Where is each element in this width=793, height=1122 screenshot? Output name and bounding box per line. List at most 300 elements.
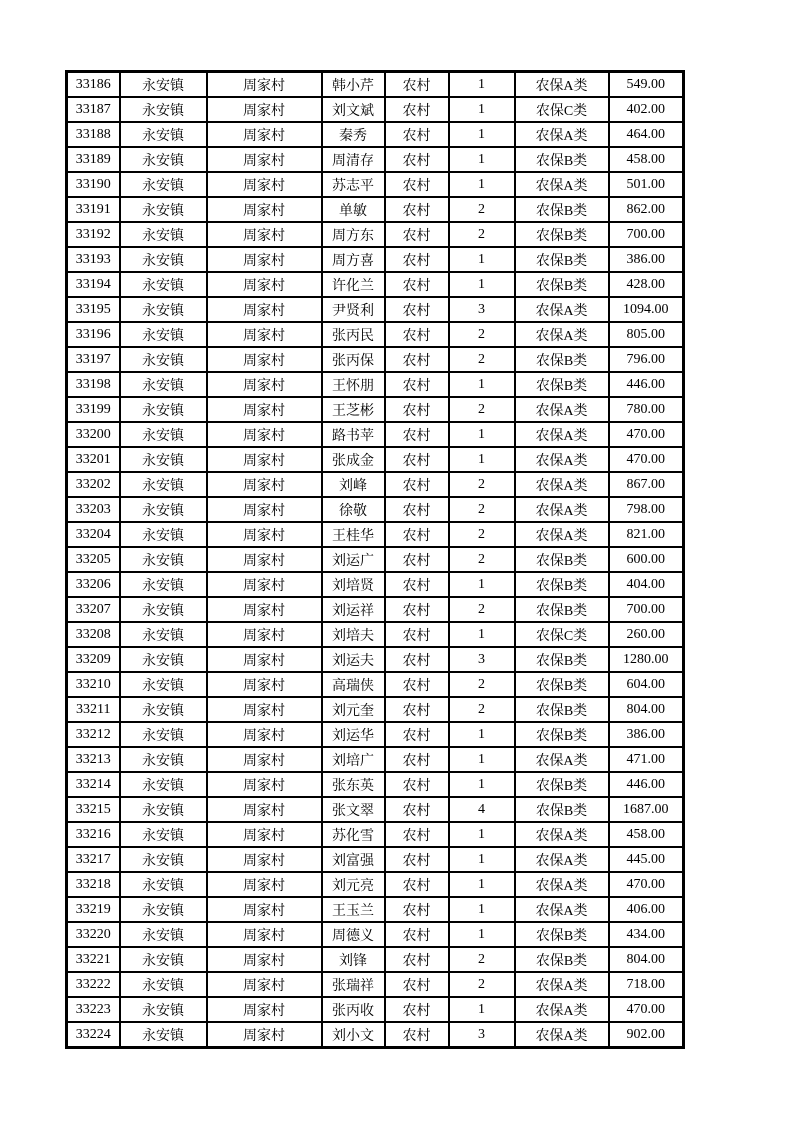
- cell-category: 农村: [385, 422, 449, 447]
- cell-insurance-class: 农保B类: [515, 222, 609, 247]
- table-row: [67, 772, 684, 797]
- cell-record-id: 33193: [67, 247, 120, 272]
- cell-insurance-class: 农保B类: [515, 672, 609, 697]
- cell-record-id: 33223: [67, 997, 120, 1022]
- cell-person-name: 秦秀: [322, 122, 385, 147]
- cell-record-id: 33222: [67, 972, 120, 997]
- table-row: [67, 847, 684, 872]
- cell-person-name: 周方东: [322, 222, 385, 247]
- cell-person-name: 张成金: [322, 447, 385, 472]
- cell-village: 周家村: [207, 472, 322, 497]
- cell-person-count: 2: [449, 497, 515, 522]
- table-row: [67, 672, 684, 697]
- cell-insurance-class: 农保B类: [515, 372, 609, 397]
- cell-person-name: 周清存: [322, 147, 385, 172]
- cell-village: 周家村: [207, 172, 322, 197]
- cell-record-id: 33195: [67, 297, 120, 322]
- cell-record-id: 33214: [67, 772, 120, 797]
- cell-person-name: 周德义: [322, 922, 385, 947]
- cell-person-name: 张东英: [322, 772, 385, 797]
- cell-village: 周家村: [207, 997, 322, 1022]
- cell-person-count: 1: [449, 122, 515, 147]
- cell-category: 农村: [385, 197, 449, 222]
- cell-town: 永安镇: [120, 1022, 207, 1048]
- cell-person-name: 刘运夫: [322, 647, 385, 672]
- cell-town: 永安镇: [120, 672, 207, 697]
- cell-village: 周家村: [207, 347, 322, 372]
- cell-person-count: 3: [449, 1022, 515, 1048]
- cell-village: 周家村: [207, 672, 322, 697]
- cell-insurance-class: 农保B类: [515, 572, 609, 597]
- cell-town: 永安镇: [120, 472, 207, 497]
- cell-village: 周家村: [207, 647, 322, 672]
- cell-insurance-class: 农保B类: [515, 347, 609, 372]
- cell-amount: 260.00: [609, 622, 684, 647]
- cell-insurance-class: 农保B类: [515, 272, 609, 297]
- cell-insurance-class: 农保A类: [515, 72, 609, 98]
- cell-insurance-class: 农保B类: [515, 772, 609, 797]
- cell-record-id: 33208: [67, 622, 120, 647]
- cell-town: 永安镇: [120, 497, 207, 522]
- data-table: [65, 70, 685, 1049]
- cell-village: 周家村: [207, 72, 322, 98]
- table-row: [67, 472, 684, 497]
- cell-person-name: 刘培夫: [322, 622, 385, 647]
- cell-person-count: 1: [449, 147, 515, 172]
- cell-insurance-class: 农保A类: [515, 822, 609, 847]
- cell-person-name: 刘小文: [322, 1022, 385, 1048]
- cell-person-name: 单敏: [322, 197, 385, 222]
- cell-village: 周家村: [207, 897, 322, 922]
- cell-person-name: 张瑞祥: [322, 972, 385, 997]
- cell-village: 周家村: [207, 972, 322, 997]
- cell-insurance-class: 农保B类: [515, 547, 609, 572]
- cell-person-name: 刘元亮: [322, 872, 385, 897]
- cell-town: 永安镇: [120, 997, 207, 1022]
- cell-insurance-class: 农保A类: [515, 397, 609, 422]
- table-row: [67, 172, 684, 197]
- cell-record-id: 33194: [67, 272, 120, 297]
- cell-record-id: 33215: [67, 797, 120, 822]
- cell-record-id: 33207: [67, 597, 120, 622]
- cell-person-name: 刘富强: [322, 847, 385, 872]
- cell-town: 永安镇: [120, 972, 207, 997]
- cell-person-count: 1: [449, 747, 515, 772]
- cell-town: 永安镇: [120, 272, 207, 297]
- cell-village: 周家村: [207, 572, 322, 597]
- table-row: [67, 322, 684, 347]
- cell-category: 农村: [385, 1022, 449, 1048]
- cell-insurance-class: 农保A类: [515, 522, 609, 547]
- cell-category: 农村: [385, 822, 449, 847]
- cell-town: 永安镇: [120, 72, 207, 98]
- cell-person-count: 1: [449, 72, 515, 98]
- cell-amount: 604.00: [609, 672, 684, 697]
- cell-record-id: 33201: [67, 447, 120, 472]
- cell-record-id: 33212: [67, 722, 120, 747]
- cell-insurance-class: 农保B类: [515, 647, 609, 672]
- cell-amount: 446.00: [609, 772, 684, 797]
- cell-amount: 470.00: [609, 447, 684, 472]
- cell-amount: 700.00: [609, 222, 684, 247]
- cell-person-name: 徐敬: [322, 497, 385, 522]
- table-row: [67, 297, 684, 322]
- cell-category: 农村: [385, 847, 449, 872]
- cell-person-name: 路书苹: [322, 422, 385, 447]
- table-row: [67, 747, 684, 772]
- cell-record-id: 33216: [67, 822, 120, 847]
- cell-amount: 805.00: [609, 322, 684, 347]
- cell-amount: 700.00: [609, 597, 684, 622]
- cell-town: 永安镇: [120, 447, 207, 472]
- cell-town: 永安镇: [120, 847, 207, 872]
- cell-category: 农村: [385, 472, 449, 497]
- cell-category: 农村: [385, 447, 449, 472]
- cell-person-count: 2: [449, 547, 515, 572]
- cell-town: 永安镇: [120, 922, 207, 947]
- cell-town: 永安镇: [120, 647, 207, 672]
- cell-category: 农村: [385, 172, 449, 197]
- cell-person-count: 1: [449, 897, 515, 922]
- cell-village: 周家村: [207, 847, 322, 872]
- cell-town: 永安镇: [120, 372, 207, 397]
- cell-person-name: 刘培广: [322, 747, 385, 772]
- cell-record-id: 33221: [67, 947, 120, 972]
- cell-village: 周家村: [207, 772, 322, 797]
- cell-insurance-class: 农保A类: [515, 497, 609, 522]
- table-row: [67, 122, 684, 147]
- table-row: [67, 572, 684, 597]
- cell-person-name: 周方喜: [322, 247, 385, 272]
- cell-person-name: 王桂华: [322, 522, 385, 547]
- table-row: [67, 347, 684, 372]
- cell-category: 农村: [385, 272, 449, 297]
- table-row: [67, 797, 684, 822]
- cell-insurance-class: 农保A类: [515, 972, 609, 997]
- cell-insurance-class: 农保B类: [515, 247, 609, 272]
- cell-village: 周家村: [207, 97, 322, 122]
- table-row: [67, 372, 684, 397]
- cell-village: 周家村: [207, 222, 322, 247]
- table-row: [67, 222, 684, 247]
- cell-record-id: 33202: [67, 472, 120, 497]
- cell-town: 永安镇: [120, 122, 207, 147]
- cell-person-count: 1: [449, 172, 515, 197]
- cell-category: 农村: [385, 747, 449, 772]
- table-row: [67, 397, 684, 422]
- cell-person-count: 1: [449, 997, 515, 1022]
- cell-amount: 434.00: [609, 922, 684, 947]
- cell-record-id: 33196: [67, 322, 120, 347]
- cell-person-name: 韩小芹: [322, 72, 385, 98]
- cell-category: 农村: [385, 922, 449, 947]
- cell-village: 周家村: [207, 722, 322, 747]
- cell-category: 农村: [385, 72, 449, 98]
- cell-person-count: 1: [449, 772, 515, 797]
- table-row: [67, 272, 684, 297]
- cell-person-name: 刘文斌: [322, 97, 385, 122]
- cell-village: 周家村: [207, 597, 322, 622]
- cell-person-name: 刘峰: [322, 472, 385, 497]
- cell-record-id: 33224: [67, 1022, 120, 1048]
- cell-person-name: 张丙民: [322, 322, 385, 347]
- cell-amount: 796.00: [609, 347, 684, 372]
- cell-person-name: 刘运祥: [322, 597, 385, 622]
- cell-category: 农村: [385, 772, 449, 797]
- cell-town: 永安镇: [120, 197, 207, 222]
- cell-category: 农村: [385, 147, 449, 172]
- cell-record-id: 33190: [67, 172, 120, 197]
- cell-category: 农村: [385, 972, 449, 997]
- cell-person-count: 2: [449, 522, 515, 547]
- cell-person-count: 2: [449, 197, 515, 222]
- cell-town: 永安镇: [120, 97, 207, 122]
- cell-village: 周家村: [207, 297, 322, 322]
- cell-village: 周家村: [207, 822, 322, 847]
- cell-category: 农村: [385, 622, 449, 647]
- cell-village: 周家村: [207, 447, 322, 472]
- cell-insurance-class: 农保B类: [515, 722, 609, 747]
- cell-insurance-class: 农保A类: [515, 447, 609, 472]
- cell-record-id: 33209: [67, 647, 120, 672]
- table-row: [67, 722, 684, 747]
- cell-person-name: 王芝彬: [322, 397, 385, 422]
- cell-category: 农村: [385, 947, 449, 972]
- cell-amount: 780.00: [609, 397, 684, 422]
- cell-category: 农村: [385, 322, 449, 347]
- cell-village: 周家村: [207, 547, 322, 572]
- cell-amount: 501.00: [609, 172, 684, 197]
- cell-town: 永安镇: [120, 547, 207, 572]
- cell-town: 永安镇: [120, 697, 207, 722]
- cell-town: 永安镇: [120, 722, 207, 747]
- cell-record-id: 33205: [67, 547, 120, 572]
- cell-person-name: 张文翠: [322, 797, 385, 822]
- cell-amount: 445.00: [609, 847, 684, 872]
- table-row: [67, 447, 684, 472]
- cell-village: 周家村: [207, 622, 322, 647]
- table-row: [67, 522, 684, 547]
- cell-insurance-class: 农保A类: [515, 297, 609, 322]
- table-row: [67, 422, 684, 447]
- cell-record-id: 33203: [67, 497, 120, 522]
- cell-village: 周家村: [207, 397, 322, 422]
- cell-insurance-class: 农保A类: [515, 172, 609, 197]
- cell-category: 农村: [385, 397, 449, 422]
- table-row: [67, 147, 684, 172]
- cell-record-id: 33188: [67, 122, 120, 147]
- cell-village: 周家村: [207, 372, 322, 397]
- cell-person-count: 2: [449, 472, 515, 497]
- cell-insurance-class: 农保B类: [515, 947, 609, 972]
- cell-record-id: 33198: [67, 372, 120, 397]
- table-row: [67, 1022, 684, 1048]
- cell-person-count: 1: [449, 97, 515, 122]
- cell-insurance-class: 农保A类: [515, 1022, 609, 1048]
- cell-amount: 798.00: [609, 497, 684, 522]
- cell-person-name: 刘锋: [322, 947, 385, 972]
- cell-person-count: 2: [449, 947, 515, 972]
- cell-insurance-class: 农保A类: [515, 847, 609, 872]
- cell-record-id: 33187: [67, 97, 120, 122]
- cell-category: 农村: [385, 597, 449, 622]
- cell-village: 周家村: [207, 747, 322, 772]
- cell-person-count: 2: [449, 672, 515, 697]
- cell-amount: 458.00: [609, 822, 684, 847]
- cell-person-count: 2: [449, 697, 515, 722]
- cell-amount: 406.00: [609, 897, 684, 922]
- cell-person-count: 1: [449, 872, 515, 897]
- table-row: [67, 647, 684, 672]
- table-row: [67, 822, 684, 847]
- cell-town: 永安镇: [120, 622, 207, 647]
- cell-person-count: 1: [449, 372, 515, 397]
- cell-village: 周家村: [207, 697, 322, 722]
- cell-insurance-class: 农保B类: [515, 597, 609, 622]
- table-row: [67, 547, 684, 572]
- cell-person-count: 2: [449, 222, 515, 247]
- cell-village: 周家村: [207, 322, 322, 347]
- cell-insurance-class: 农保B类: [515, 797, 609, 822]
- cell-person-count: 2: [449, 597, 515, 622]
- cell-village: 周家村: [207, 422, 322, 447]
- cell-person-count: 1: [449, 272, 515, 297]
- cell-person-name: 刘运华: [322, 722, 385, 747]
- cell-record-id: 33213: [67, 747, 120, 772]
- cell-person-name: 苏化雪: [322, 822, 385, 847]
- cell-town: 永安镇: [120, 772, 207, 797]
- cell-town: 永安镇: [120, 522, 207, 547]
- cell-person-name: 许化兰: [322, 272, 385, 297]
- cell-village: 周家村: [207, 797, 322, 822]
- table-row: [67, 197, 684, 222]
- cell-amount: 600.00: [609, 547, 684, 572]
- cell-insurance-class: 农保A类: [515, 897, 609, 922]
- cell-record-id: 33220: [67, 922, 120, 947]
- cell-category: 农村: [385, 997, 449, 1022]
- cell-town: 永安镇: [120, 822, 207, 847]
- cell-record-id: 33211: [67, 697, 120, 722]
- cell-amount: 549.00: [609, 72, 684, 98]
- cell-village: 周家村: [207, 147, 322, 172]
- table-row: [67, 622, 684, 647]
- cell-town: 永安镇: [120, 172, 207, 197]
- cell-category: 农村: [385, 222, 449, 247]
- cell-category: 农村: [385, 572, 449, 597]
- cell-record-id: 33204: [67, 522, 120, 547]
- cell-person-count: 3: [449, 647, 515, 672]
- cell-category: 农村: [385, 872, 449, 897]
- cell-amount: 470.00: [609, 997, 684, 1022]
- cell-town: 永安镇: [120, 322, 207, 347]
- cell-insurance-class: 农保A类: [515, 997, 609, 1022]
- cell-insurance-class: 农保C类: [515, 622, 609, 647]
- table-row: [67, 947, 684, 972]
- cell-amount: 867.00: [609, 472, 684, 497]
- cell-record-id: 33186: [67, 72, 120, 98]
- cell-amount: 470.00: [609, 422, 684, 447]
- cell-category: 农村: [385, 672, 449, 697]
- cell-person-name: 刘培贤: [322, 572, 385, 597]
- cell-person-count: 1: [449, 447, 515, 472]
- cell-category: 农村: [385, 297, 449, 322]
- table-row: [67, 872, 684, 897]
- table-row: [67, 597, 684, 622]
- cell-person-name: 刘运广: [322, 547, 385, 572]
- cell-record-id: 33197: [67, 347, 120, 372]
- cell-amount: 902.00: [609, 1022, 684, 1048]
- cell-category: 农村: [385, 497, 449, 522]
- cell-town: 永安镇: [120, 797, 207, 822]
- cell-category: 农村: [385, 372, 449, 397]
- cell-amount: 386.00: [609, 722, 684, 747]
- cell-village: 周家村: [207, 1022, 322, 1048]
- table-row: [67, 97, 684, 122]
- cell-village: 周家村: [207, 247, 322, 272]
- cell-insurance-class: 农保C类: [515, 97, 609, 122]
- cell-person-count: 1: [449, 622, 515, 647]
- table-row: [67, 897, 684, 922]
- cell-record-id: 33200: [67, 422, 120, 447]
- cell-person-name: 高瑞侠: [322, 672, 385, 697]
- cell-category: 农村: [385, 547, 449, 572]
- table-row: [67, 922, 684, 947]
- cell-town: 永安镇: [120, 247, 207, 272]
- table-row: [67, 972, 684, 997]
- cell-amount: 446.00: [609, 372, 684, 397]
- cell-insurance-class: 农保A类: [515, 872, 609, 897]
- cell-insurance-class: 农保B类: [515, 147, 609, 172]
- table-body: [67, 72, 684, 1048]
- cell-amount: 862.00: [609, 197, 684, 222]
- cell-village: 周家村: [207, 947, 322, 972]
- cell-insurance-class: 农保A类: [515, 472, 609, 497]
- cell-amount: 1094.00: [609, 297, 684, 322]
- cell-village: 周家村: [207, 197, 322, 222]
- cell-person-count: 2: [449, 347, 515, 372]
- cell-amount: 804.00: [609, 697, 684, 722]
- table-row: [67, 697, 684, 722]
- cell-town: 永安镇: [120, 897, 207, 922]
- cell-category: 农村: [385, 647, 449, 672]
- cell-amount: 804.00: [609, 947, 684, 972]
- cell-village: 周家村: [207, 922, 322, 947]
- cell-amount: 821.00: [609, 522, 684, 547]
- cell-person-count: 1: [449, 922, 515, 947]
- cell-person-count: 1: [449, 572, 515, 597]
- cell-amount: 470.00: [609, 872, 684, 897]
- cell-person-count: 1: [449, 847, 515, 872]
- cell-person-count: 1: [449, 822, 515, 847]
- cell-town: 永安镇: [120, 872, 207, 897]
- cell-person-name: 王怀朋: [322, 372, 385, 397]
- cell-insurance-class: 农保B类: [515, 197, 609, 222]
- cell-amount: 428.00: [609, 272, 684, 297]
- table-row: [67, 72, 684, 98]
- cell-insurance-class: 农保B类: [515, 697, 609, 722]
- cell-town: 永安镇: [120, 572, 207, 597]
- cell-record-id: 33219: [67, 897, 120, 922]
- cell-amount: 386.00: [609, 247, 684, 272]
- cell-amount: 471.00: [609, 747, 684, 772]
- cell-person-count: 2: [449, 972, 515, 997]
- cell-amount: 458.00: [609, 147, 684, 172]
- cell-town: 永安镇: [120, 347, 207, 372]
- cell-town: 永安镇: [120, 747, 207, 772]
- cell-category: 农村: [385, 122, 449, 147]
- cell-category: 农村: [385, 347, 449, 372]
- cell-amount: 1687.00: [609, 797, 684, 822]
